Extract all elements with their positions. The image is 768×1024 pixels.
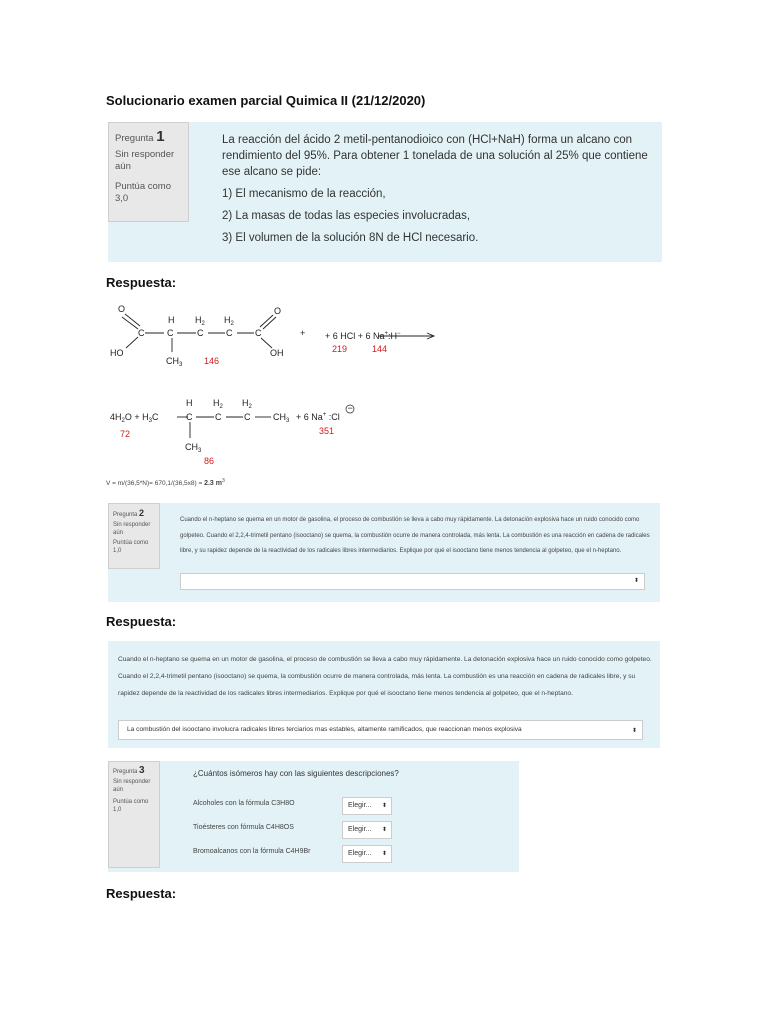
answer-heading: Respuesta: — [106, 275, 177, 290]
svg-text:O: O — [118, 304, 126, 314]
select-arrows-icon: ⬍ — [381, 803, 387, 809]
svg-text:H2: $H_2$ — [195, 315, 205, 327]
question-2-info — [108, 503, 160, 569]
water-mass: 72 — [120, 429, 131, 439]
question-item: 2) La masas de todas las especies involucradas, — [222, 210, 471, 222]
question-score: Puntúa como 1,0 — [113, 799, 149, 813]
svg-text:C: C — [186, 412, 193, 422]
salt-mass: 351 — [319, 426, 335, 436]
salt-text: + 6 Na — [296, 412, 323, 422]
svg-text:C: C — [215, 412, 222, 422]
question-label: Pregunta — [115, 133, 154, 144]
reagent-text: + 6 HCl + 6 Na — [325, 331, 385, 341]
question-status: Sin responder aún — [113, 522, 151, 536]
question-number: 3 — [139, 765, 145, 776]
select-arrows-icon: ⬍ — [381, 851, 387, 857]
svg-text:CH3: $CH_3$ — [185, 442, 202, 454]
svg-text:HO: HO — [110, 348, 124, 358]
svg-text:+: + — [300, 328, 306, 338]
q3-row-label: Tioésteres con fórmula C4H8OS — [193, 824, 294, 831]
q3-select[interactable]: Elegir... ⬍ — [342, 821, 392, 839]
formula-result: 2.3 m — [204, 480, 222, 488]
q3-row-label: Bromoalcanos con la fórmula C4H9Br — [193, 848, 311, 855]
question-1-info — [108, 122, 189, 222]
svg-text:C: C — [255, 328, 262, 338]
answer-2-select[interactable] — [118, 720, 643, 740]
question-1-text — [222, 132, 652, 252]
question-item: 3) El volumen de la solución 8N de HCl necesario. — [222, 232, 479, 244]
reagent-mass-nah: 144 — [372, 344, 388, 354]
answer-2-text: Cuando el n-heptano se quema en un motor de gasolina, el proceso de combustión se lleva a cabo muy rápidamente. La detonación explosiva hace un ruido conocido como golpeteo. Cuando el 2,2,4-trimetil pentano (isooctano) se quema, la combustión ocurre de manera controlada, más lenta. La combustión es una reacción en cadena de radicales libre, y su rapidez depende de la reactividad de los radicales libres intermediarios. Explique por qué el isooctano tiene menos tendencia al golpeteo, que el n-heptano. — [118, 656, 652, 697]
water-text: 4H — [110, 412, 122, 422]
question-item: 1) El mecanismo de la reacción, — [222, 188, 386, 200]
alkane-mass: 86 — [204, 456, 215, 466]
svg-text:H2: $H_2$ — [224, 315, 234, 327]
svg-text:OH: OH — [270, 348, 284, 358]
volume-formula: V = m/(36,5*N)= 670,1/(36,5x8) = 2.3 $m^3$ — [106, 478, 225, 488]
svg-text:C: C — [226, 328, 233, 338]
q3-select[interactable]: Elegir... ⬍ — [342, 845, 392, 863]
question-intro: La reacción del ácido 2 metil-pentanodioico con (HCl+NaH) forma un alcano con rendimiento del 95%. Para obtener 1 tonelada de una solución al 25% que contiene ese alcano se pide: — [222, 134, 648, 178]
question-number: 2 — [139, 508, 145, 518]
svg-text:H: H — [168, 315, 175, 325]
answer-heading: Respuesta: — [106, 886, 177, 901]
document-title: Solucionario examen parcial Quimica II (21/12/2020) — [106, 93, 426, 108]
select-arrows-icon: ⬍ — [381, 827, 387, 833]
question-status: Sin responder aún — [115, 149, 175, 172]
question-score: Puntúa como 1,0 — [113, 540, 149, 554]
question-label: Pregunta — [113, 512, 138, 518]
question-status: Sin responder aún — [113, 779, 151, 793]
q3-select[interactable]: Elegir... ⬍ — [342, 797, 392, 815]
svg-text:C: C — [138, 328, 145, 338]
answer-select[interactable] — [180, 573, 645, 590]
svg-text:−: − — [347, 403, 353, 413]
answer-heading: Respuesta: — [106, 614, 177, 629]
svg-text:H2: $H_2$ — [213, 398, 223, 410]
svg-text:H: H — [186, 398, 193, 408]
question-number: 1 — [156, 128, 165, 145]
reagent-mass-hcl: 219 — [332, 344, 348, 354]
question-label: Pregunta — [113, 769, 138, 775]
svg-text:CH3: $CH_3$ — [166, 356, 183, 368]
svg-text:C: C — [244, 412, 251, 422]
select-arrows-icon: ⬍ — [631, 728, 637, 734]
question-score: Puntúa como 3,0 — [115, 181, 171, 204]
select-value: La combustión del isooctano involucra radicales libres terciarios mas estables, altamente ramificados, que reaccionan menos explosiva — [127, 726, 522, 733]
svg-text:C: C — [197, 328, 204, 338]
question-2-text: Cuando el n-heptano se quema en un motor de gasolina, el proceso de combustión se lleva a cabo muy rápidamente. La detonación explosiva hace un ruido conocido como golpeteo. Cuando el 2,2,4-trimetil pentano (isooctano) se quema, la combustión ocurre de manera controlada, más lenta. La combustión es una reacción en cadena de radicales libre, y su rapidez depende de la reactividad de los radicales libres intermediarios. Explique por qué el isooctano tiene menos tendencia al golpeteo, que el n-heptano. — [180, 517, 650, 554]
question-3-prompt: ¿Cuántos isómeros hay con las siguientes descripciones? — [193, 769, 399, 778]
svg-text:C: C — [167, 328, 174, 338]
reaction-scheme — [100, 300, 460, 470]
svg-text:+ 6 Na+ :Cl: + 6 Na+ :Cl — [296, 412, 340, 422]
reactant-mass: 146 — [204, 356, 220, 366]
svg-text:4H2O + H3C: $4H_2O + H_3C$ — [110, 412, 159, 424]
svg-text:+ 6 HCl + 6 Na+:H−: + 6 HCl + 6 Na+:H− — [325, 331, 401, 341]
question-3-info — [108, 761, 160, 868]
svg-text:CH3: $CH_3$ — [273, 412, 290, 424]
svg-text:O: O — [274, 306, 282, 316]
svg-text:H2: $H_2$ — [242, 398, 252, 410]
select-arrows-icon: ⬍ — [633, 578, 639, 584]
q3-row-label: Alcoholes con la fórmula C3H8O — [193, 800, 295, 807]
